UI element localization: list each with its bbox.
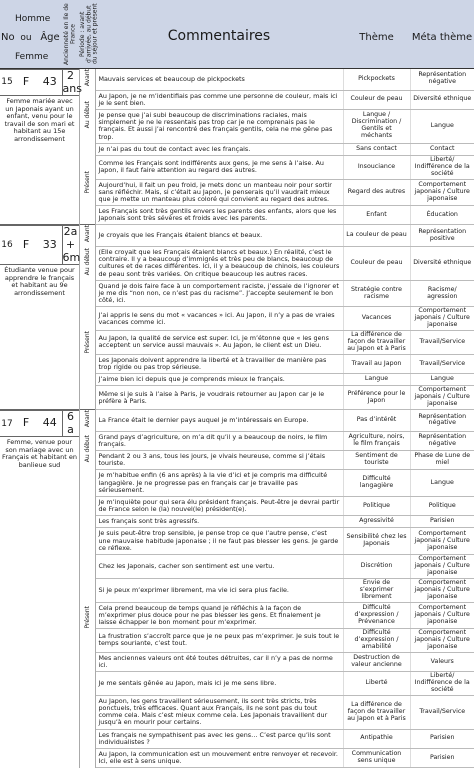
comment-cell: Je m’inquiète pour qui sera élu président français. Peut-être je devrai partir de France selon le (la) nouvel(le) président(e). (95, 496, 343, 515)
meta-theme-cell: Travail/Service (410, 695, 474, 729)
comment-cell: Si je peux m’exprimer librement, ma vie ici sera plus facile. (95, 578, 343, 602)
comment-cell: Les français ne sympathisent pas avec les gens… C’est parce qu’ils sont individualistes ? (95, 729, 343, 748)
period-label: Présent (83, 170, 91, 194)
meta-theme-cell: Langue (410, 109, 474, 143)
meta-theme-cell: Liberté/ Indifférence de la société (410, 672, 474, 696)
theme-cell: Pickpockets (343, 69, 410, 91)
person-anciennete: 6 a (62, 411, 79, 437)
person-info (0, 69, 82, 225)
theme-cell: Stratégie contre racisme (343, 280, 410, 307)
comment-cell: Aujourd’hui, il fait un peu froid, je mets donc un manteau noir pour sortir sans réfléchir. Mais, si c’était au Japon, je penserais qu’il vaudrait mieux que je mette un manteau plus coloré qui convient au regard des autres. (95, 179, 343, 206)
theme-cell: Enfant (343, 206, 410, 225)
theme-cell: Discrétion (343, 555, 410, 579)
meta-theme-cell: Comportement japonais / Culture japonaise (410, 386, 474, 410)
theme-cell: Agriculture, noirs, le film français (343, 431, 410, 450)
person-sexe: F (14, 226, 38, 265)
comment-cell: Quand je dois faire face à un comportement raciste, j’essaie de l’ignorer et je me dis “non non, ce n’est pas du racisme”. J’accepte seulement le bon côté, ici. (95, 280, 343, 307)
theme-cell: Communication sens unique (343, 748, 410, 767)
meta-theme-cell: Représentation positive (410, 225, 474, 247)
comment-cell: J’aime bien ici depuis que je comprends mieux le français. (95, 374, 343, 386)
theme-cell: Insouciance (343, 155, 410, 179)
theme-cell: Langue (343, 374, 410, 386)
period-cell (79, 225, 95, 247)
person-info (0, 410, 79, 768)
period-label: Présent (83, 605, 91, 629)
theme-cell: Difficulté d’expression / Prévenance (343, 602, 410, 629)
meta-theme-cell: Phase de Lune de miel (410, 451, 474, 470)
period-label: Avant (83, 225, 91, 243)
comment-cell: Cela prend beaucoup de temps quand je réfléchis à la façon de m’exprimer plus douce pour ne pas blesser les gens. Et finalement je laisse échapper le bon moment pour m’exprimer. (95, 602, 343, 629)
meta-theme-cell: Contact (410, 143, 474, 155)
comment-cell: Je n’ai pas du tout de contact avec les français. (95, 143, 343, 155)
comment-cell: Les Français sont très gentils envers les parents des enfants, alors que les Japonais sont très sévères et froids avec les parents. (95, 206, 343, 225)
theme-cell: Sans contact (343, 143, 410, 155)
comment-cell: Grand pays d’agriculture, on m’a dit qu’il y a beaucoup de noirs, le film français. (95, 431, 343, 450)
period-cell (79, 143, 95, 225)
meta-theme-cell: Politique (410, 496, 474, 515)
table-row (0, 69, 474, 91)
person-age: 43 (38, 70, 62, 96)
period-label: Avant (83, 69, 91, 87)
header-no: No (0, 0, 14, 69)
theme-cell: Destruction de valeur ancienne (343, 652, 410, 671)
period-cell (79, 90, 95, 143)
meta-theme-cell: Racisme/ agression (410, 280, 474, 307)
meta-theme-cell: Représentation négative (410, 431, 474, 450)
theme-cell: La différence de façon de travailler au Japon et à Paris (343, 695, 410, 729)
table-row (0, 410, 474, 432)
meta-theme-cell: Comportement japonais / Culture japonaise (410, 629, 474, 653)
person-sexe: F (14, 411, 38, 437)
meta-theme-cell: Comportement japonais / Culture japonaise (410, 555, 474, 579)
meta-theme-cell: Représentation négative (410, 69, 474, 91)
header-meta: Méta thème (410, 0, 474, 69)
header-sexe: Homme ou Femme (14, 0, 38, 69)
meta-theme-cell: Parisien (410, 729, 474, 748)
theme-cell: Politique (343, 496, 410, 515)
comment-cell: Je pense que j’ai subi beaucoup de discriminations raciales, mais simplement je ne le ressentais pas trop car je ne comprenais pas le français. Et aussi j’ai rencontré des français gentils, cela ne me gêne pas trop. (95, 109, 343, 143)
meta-theme-cell: Éducation (410, 206, 474, 225)
person-header (0, 410, 80, 471)
header-theme: Thème (343, 0, 410, 69)
person-age: 44 (38, 411, 62, 437)
meta-theme-cell: Diversité ethnique (410, 90, 474, 109)
theme-cell: Liberté (343, 672, 410, 696)
theme-cell: Pas d’intérêt (343, 410, 410, 432)
meta-theme-cell: Diversité ethnique (410, 247, 474, 281)
meta-theme-cell: Comportement japonais / Culture japonaise (410, 307, 474, 331)
person-description: Étudiante venue pour apprendre le français et habitant au 9e arrondissement (0, 265, 79, 299)
person-info (0, 225, 79, 410)
header-periode: Période : avant d’arrivée, au début du séjour et présent (79, 0, 95, 69)
comment-cell: Les Japonais doivent apprendre la liberté et à travailler de manière pas trop rigide ou pas trop sérieuse. (95, 354, 343, 373)
comment-cell: Les français sont très agressifs. (95, 516, 343, 528)
table-row (0, 225, 474, 247)
theme-cell: La différence de façon de travailler au Japon et à Paris (343, 331, 410, 355)
comment-cell: Je croyais que les Français étaient blancs et beaux. (95, 225, 343, 247)
person-header (0, 69, 80, 145)
period-cell (79, 470, 95, 768)
theme-cell: Couleur de peau (343, 90, 410, 109)
theme-cell: Couleur de peau (343, 247, 410, 281)
comment-cell: Au Japon, je ne m’identifiais pas comme une personne de couleur, mais ici je le sent bien. (95, 90, 343, 109)
meta-theme-cell: Travail/Service (410, 331, 474, 355)
theme-cell: Préférence pour le Japon (343, 386, 410, 410)
period-label: Présent (83, 331, 91, 354)
comment-cell: Au Japon, la communication est un mouvement entre renvoyer et recevoir. Ici, elle est à sens unique. (95, 748, 343, 767)
comment-cell: La frustration s’accroît parce que je ne peux pas m’exprimer. Je suis tout le temps souriante, c’est tout. (95, 629, 343, 653)
person-no: 15 (0, 70, 14, 96)
comment-cell: Au Japon, les gens travaillent sérieusement, ils sont très stricts, très ponctuels, très efficaces. Quant aux Français, ils ne sont pas du tout comme cela. Mais c’est mieux comme cela. Les Japonais travaillent dur jusqu’à en mourir pour certains. (95, 695, 343, 729)
period-label: Au début (83, 434, 91, 463)
header-commentaires: Commentaires (95, 0, 343, 69)
comment-cell: Chez les Japonais, cacher son sentiment est une vertu. (95, 555, 343, 579)
person-description: Femme mariée avec un Japonais ayant un enfant, venu pour le travail de son mari et habitant au 15e arrondissement (0, 96, 79, 145)
period-label: Au début (83, 101, 91, 129)
comment-cell: Je suis peut-être trop sensible, je pense trop ce que l’autre pense, c’est une mauvaise habitude japonaise ; il ne faut pas blesser les gens. Je garde ce réflexe. (95, 528, 343, 555)
theme-cell: Difficulté d’expression / amabilité (343, 629, 410, 653)
meta-theme-cell: Travail/Service (410, 354, 474, 373)
meta-theme-cell: Valeurs (410, 652, 474, 671)
theme-cell: Antipathie (343, 729, 410, 748)
table-body (0, 69, 474, 768)
comment-cell: Mauvais services et beaucoup de pickpockets (95, 69, 343, 91)
meta-theme-cell: Représentation négative (410, 410, 474, 432)
theme-cell: Langue / Discrimination / Gentils et méchants (343, 109, 410, 143)
meta-theme-cell: Comportement japonais / Culture japonaise (410, 179, 474, 206)
person-header (0, 225, 80, 299)
comment-cell: Comme les Français sont indifférents aux gens, je me sens à l’aise. Au Japon, il faut faire attention au regard des autres. (95, 155, 343, 179)
theme-cell: Regard des autres (343, 179, 410, 206)
comment-cell: La France était le dernier pays auquel je m’intéressais en Europe. (95, 410, 343, 432)
meta-theme-cell: Liberté/ Indifférence de la société (410, 155, 474, 179)
comment-cell: (Elle croyait que les Français étaient blancs et beaux.) En réalité, c’est le contraire. Il y a beaucoup d’immigrés et très peu de blancs, beaucoup de cultures et de races différentes. Ici, il y a beaucoup de chinois, les couleurs de peau sont très variées. On critique beaucoup les autres races. (95, 247, 343, 281)
comment-cell: Au Japon, la qualité de service est super. Ici, je m’étonne que « les gens acceptent un service aussi mauvais ». Au Japon, le client est un Dieu. (95, 331, 343, 355)
theme-cell: Agressivité (343, 516, 410, 528)
theme-cell: Envie de s’exprimer librement (343, 578, 410, 602)
comment-cell: Je m’habitue enfin (6 ans après) à la vie d’ici et je compris ma difficulté langagière. Je ne progresse pas en français car je travaille pas sérieusement. (95, 470, 343, 497)
table-header (0, 0, 474, 69)
person-sexe: F (14, 70, 38, 96)
comment-cell: Même si je suis à l’aise à Paris, je voudrais retourner au Japon car je le préfère à Paris. (95, 386, 343, 410)
header-anciennete: Ancienneté en Ile de France (62, 0, 79, 69)
comment-cell: Pendant 2 ou 3 ans, tous les jours, je vivais heureuse, comme si j’étais touriste. (95, 451, 343, 470)
person-anciennete: 2 ans (62, 69, 82, 95)
meta-theme-cell: Parisien (410, 748, 474, 767)
person-no: 16 (0, 226, 14, 265)
theme-cell: Vacances (343, 307, 410, 331)
period-cell (79, 280, 95, 409)
meta-theme-cell: Comportement japonais / Culture japonaise (410, 528, 474, 555)
comment-cell: Je me sentais gênée au Japon, mais ici je me sens libre. (95, 672, 343, 696)
person-no: 17 (0, 411, 14, 437)
theme-cell: Travail au Japon (343, 354, 410, 373)
period-cell (79, 247, 95, 281)
meta-theme-cell: Parisien (410, 516, 474, 528)
meta-theme-cell: Langue (410, 374, 474, 386)
person-anciennete: 2a + 6m (62, 225, 81, 264)
comment-cell: J’ai appris le sens du mot « vacances » ici. Au Japon, il n’y a pas de vraies vacances comme ici. (95, 307, 343, 331)
person-age: 33 (38, 226, 62, 265)
meta-theme-cell: Comportement japonais / Culture japonaise (410, 578, 474, 602)
person-description: Femme, venue pour son mariage avec un Français et habitant en banlieue sud (0, 437, 79, 471)
theme-cell: Sensibilité chez les Japonais (343, 528, 410, 555)
comment-cell: Mes anciennes valeurs ont été toutes détruites, car il n’y a pas de norme ici. (95, 652, 343, 671)
meta-theme-cell: Langue (410, 470, 474, 497)
period-cell (79, 410, 95, 432)
period-cell (79, 431, 95, 470)
period-label: Au début (83, 247, 91, 276)
period-label: Avant (83, 410, 91, 428)
header-age: Âge (38, 0, 62, 69)
theme-cell: Difficulté langagière (343, 470, 410, 497)
theme-cell: Sentiment de touriste (343, 451, 410, 470)
theme-cell: La couleur de peau (343, 225, 410, 247)
meta-theme-cell: Comportement japonais / Culture japonaise (410, 602, 474, 629)
